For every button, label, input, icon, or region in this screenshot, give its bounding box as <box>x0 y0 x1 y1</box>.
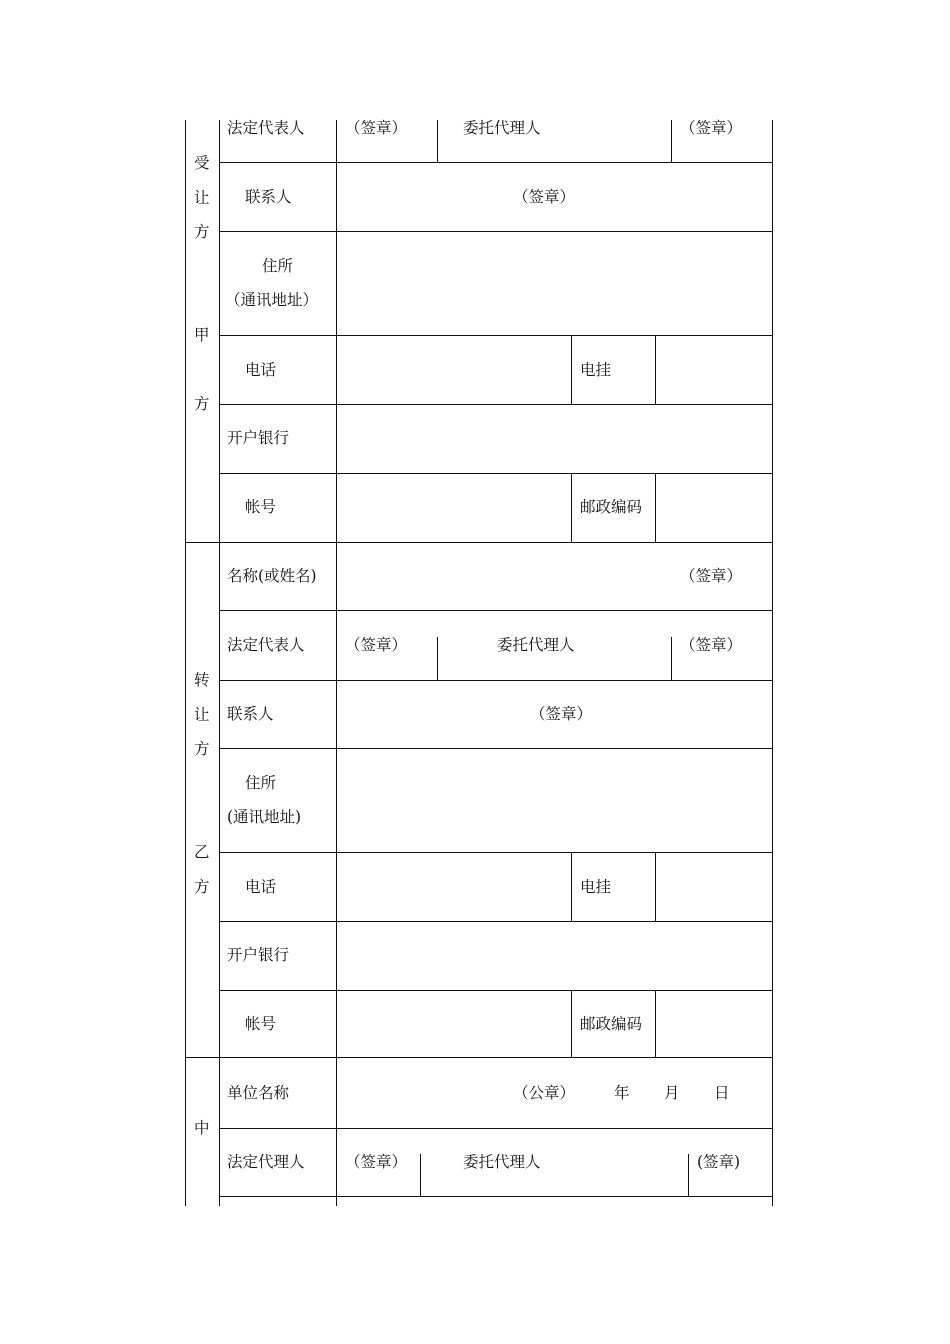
official-seal-label: （公章） <box>513 1084 576 1102</box>
postcode-label: 邮政编码 <box>580 498 643 516</box>
side-char: 甲 <box>194 326 210 344</box>
day-label: 日 <box>714 1084 730 1102</box>
account-label: 帐号 <box>245 1015 277 1033</box>
section-rule <box>185 1057 773 1058</box>
seal-label: （签章） <box>680 119 743 137</box>
col-divider <box>437 637 438 680</box>
row-rule <box>219 748 773 749</box>
side-char: 让 <box>194 706 210 724</box>
side-char: 受 <box>194 154 210 172</box>
row-rule <box>219 610 773 611</box>
row-rule <box>219 335 773 336</box>
row-rule <box>219 404 773 405</box>
row-rule <box>219 990 773 991</box>
col-divider <box>437 120 438 162</box>
tick <box>185 538 186 547</box>
seal-label: （签章） <box>513 188 576 206</box>
side-label-divider <box>219 120 220 1206</box>
col-divider <box>671 120 672 162</box>
row-rule <box>219 1196 773 1197</box>
side-char: 转 <box>194 671 210 689</box>
address-label: 住所 <box>245 774 277 792</box>
col-divider <box>655 335 656 404</box>
section-rule <box>185 542 773 543</box>
agent-label: 委托代理人 <box>463 1153 541 1171</box>
legal-rep-label: 法定代表人 <box>227 119 305 137</box>
right-border <box>772 120 773 1206</box>
col-divider <box>420 1154 421 1196</box>
row-rule <box>219 473 773 474</box>
postcode-label: 邮政编码 <box>580 1015 643 1033</box>
agent-label: 委托代理人 <box>497 636 575 654</box>
year-label: 年 <box>614 1084 630 1102</box>
month-label: 月 <box>664 1084 680 1102</box>
bank-label: 开户银行 <box>227 429 290 447</box>
unit-name-label: 单位名称 <box>227 1084 290 1102</box>
col-divider <box>655 473 656 542</box>
row-rule <box>219 162 773 163</box>
side-char: 方 <box>194 740 210 758</box>
row-rule <box>219 852 773 853</box>
row-rule <box>219 1128 773 1129</box>
telex-label: 电挂 <box>580 878 612 896</box>
account-label: 帐号 <box>245 498 277 516</box>
phone-label: 电话 <box>245 878 277 896</box>
side-char: 让 <box>194 189 210 207</box>
col-divider <box>571 852 572 921</box>
seal-label: （签章） <box>680 567 743 585</box>
field-label-divider <box>336 120 337 1206</box>
side-char: 方 <box>194 878 210 896</box>
tick <box>185 1053 186 1062</box>
side-char: 方 <box>194 223 210 241</box>
address-label: 住所 <box>262 257 294 275</box>
phone-label: 电话 <box>245 361 277 379</box>
seal-label: （签章） <box>680 636 743 654</box>
seal-label: (签章) <box>697 1153 741 1171</box>
address-label-2: （通讯地址） <box>225 291 319 309</box>
left-border <box>185 120 186 1206</box>
legal-rep-label: 法定代表人 <box>227 636 305 654</box>
seal-label: （签章） <box>530 705 593 723</box>
name-label: 名称(或姓名) <box>227 567 317 585</box>
col-divider <box>655 852 656 921</box>
row-rule <box>219 921 773 922</box>
row-rule <box>219 231 773 232</box>
bank-label: 开户银行 <box>227 946 290 964</box>
col-divider <box>571 473 572 542</box>
side-char: 方 <box>194 395 210 413</box>
address-label-2: (通讯地址) <box>227 808 302 826</box>
col-divider <box>571 335 572 404</box>
seal-label: （签章） <box>345 1153 408 1171</box>
col-divider <box>655 990 656 1057</box>
contact-label: 联系人 <box>245 188 292 206</box>
contact-label: 联系人 <box>227 705 274 723</box>
col-divider <box>671 637 672 680</box>
side-char: 中 <box>194 1119 210 1137</box>
legal-agent-label: 法定代理人 <box>227 1153 305 1171</box>
seal-label: （签章） <box>345 119 408 137</box>
seal-label: （签章） <box>345 636 408 654</box>
side-char: 乙 <box>194 843 210 861</box>
row-rule <box>219 680 773 681</box>
col-divider <box>688 1154 689 1196</box>
telex-label: 电挂 <box>580 361 612 379</box>
col-divider <box>571 990 572 1057</box>
agent-label: 委托代理人 <box>463 119 541 137</box>
